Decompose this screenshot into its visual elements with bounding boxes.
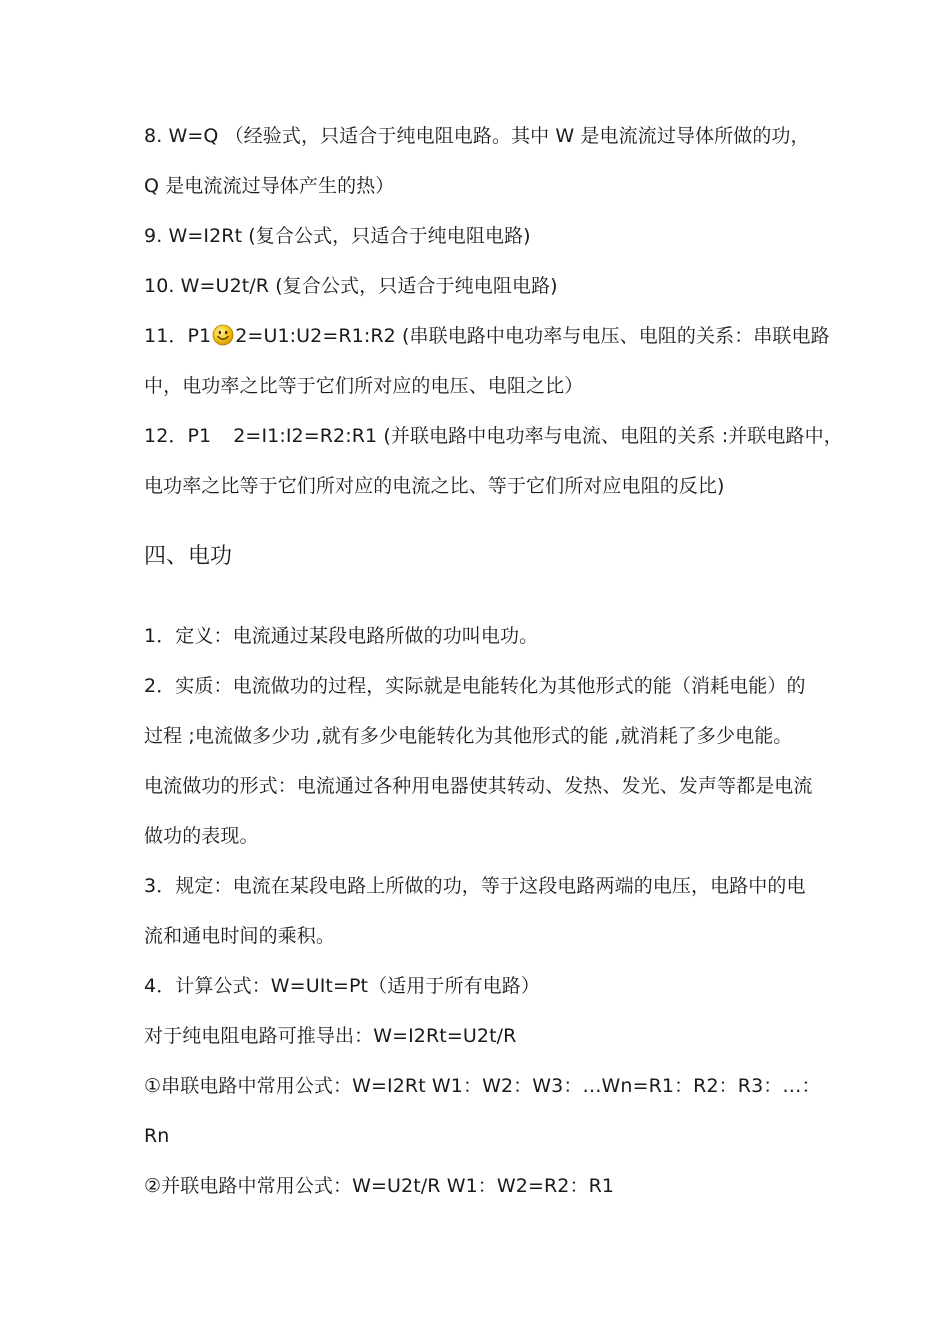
rule-line-1: 3．规定：电流在某段电路上所做的功，等于这段电路两端的电压，电路中的电 [144,875,806,897]
formula-pure-resistance: 对于纯电阻电路可推导出：W=I2Rt=U2t/R [144,1025,517,1047]
series-formula-line-2: Rn [144,1125,170,1147]
formula-11-prefix: 11．P1 [144,325,212,347]
work-form-line-2: 做功的表现。 [144,825,259,847]
formula-12-line-2: 电功率之比等于它们所对应的电流之比、等于它们所对应电阻的反比) [144,475,725,497]
formula-12-prefix: 12．P1 [144,425,212,447]
definition-line: 1．定义：电流通过某段电路所做的功叫电功。 [144,625,539,647]
essence-line-2: 过程 ;电流做多少功 ,就有多少电能转化为其他形式的能 ,就消耗了多少电能。 [144,725,793,747]
formula-12-line-1 [144,424,843,448]
formula-8-line-2: Q 是电流流过导体产生的热） [144,175,395,197]
parallel-formula: ②并联电路中常用公式：W=U2t/R W1：W2=R2：R1 [144,1175,615,1197]
formula-8-line-1: 8. W=Q （经验式，只适合于纯电阻电路。其中 W 是电流流过导体所做的功， [144,125,810,147]
work-form-line-1: 电流做功的形式：电流通过各种用电器使其转动、发热、发光、发声等都是电流 [144,775,813,797]
section-heading-electric-work: 四、电功 [144,544,233,569]
formula-9: 9. W=I2Rt (复合公式，只适合于纯电阻电路) [144,225,531,247]
formula-12-body: 2=I1:I2=R2:R1 (并联电路中电功率与电流、电阻的关系 :并联电路中， [233,425,843,447]
rule-line-2: 流和通电时间的乘积。 [144,925,336,947]
smiley-face-icon [212,324,234,346]
formula-11-line-1 [144,324,830,348]
series-formula-line-1: ①串联电路中常用公式：W=I2Rt W1：W2：W3：…Wn=R1：R2：R3：…： [144,1075,821,1097]
formula-11-line-2: 中，电功率之比等于它们所对应的电压、电阻之比） [144,375,584,397]
formula-10: 10. W=U2t/R (复合公式，只适合于纯电阻电路) [144,275,558,297]
formula-11-body: 2=U1:U2=R1:R2 (串联电路中电功率与电压、电阻的关系：串联电路 [235,325,830,347]
formula-general: 4．计算公式：W=UIt=Pt（适用于所有电路） [144,975,540,997]
essence-line-1: 2．实质：电流做功的过程，实际就是电能转化为其他形式的能（消耗电能）的 [144,675,806,697]
